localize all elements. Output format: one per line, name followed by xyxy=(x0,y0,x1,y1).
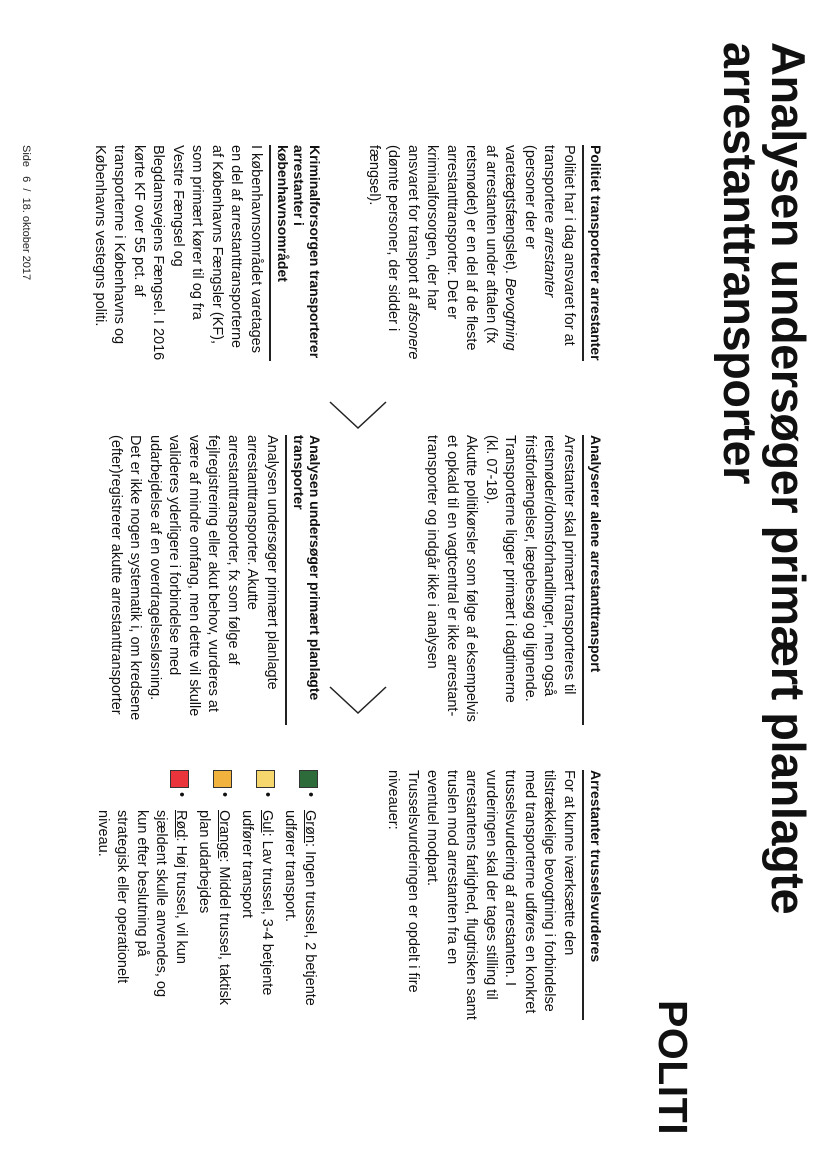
text-run: (personer der er varetægtsfængslet). xyxy=(502,145,538,278)
threat-text: : Middel trussel, taktisk plan udarbejdes xyxy=(196,810,232,1006)
section-text xyxy=(364,145,579,361)
page-title: Analysen undersøger primært planlagte arrestanttransporter xyxy=(714,42,815,915)
bullet-icon: • xyxy=(173,792,189,798)
bullet-icon: • xyxy=(216,792,232,798)
section-text xyxy=(422,435,578,725)
swatch-green xyxy=(299,770,318,788)
section-heading: Analysen undersøger primært planlagte transporter xyxy=(285,435,323,725)
section-text: I københavnsområdet varetages en del af arrestanttransporterne af Københavns Fængsler (KF), som primært kører til og fra Vestre Fængsel og Blegdamsvejens Fængsel. I 2016 kørte KF over 55 pct. af transporterne i Københavns og Københavns vestegns politi. xyxy=(92,145,264,361)
section-kriminalforsorgen xyxy=(90,145,324,361)
section-politiet xyxy=(364,145,605,361)
threat-level-orange xyxy=(194,770,233,1020)
paragraph: Arrestanter skal primært transporteres til retsmøder/domsforhandlinger, men også fristforlængelser, lægebesøg og lignende. Transporterne ligger primært i dagtimerne (kl. 07-18). xyxy=(483,435,577,703)
threat-text: : Ingen trussel, 2 betjente udfører transport. xyxy=(282,810,318,1006)
text-run: af arrestanten under aftalen (fx retsmødet) er en del af de fleste arrestanttransporter. Det er kriminalforsorgen, der har ansvaret for transport af xyxy=(405,145,499,351)
threat-label: Rød xyxy=(173,810,189,838)
text-run-italic: arrestanter xyxy=(541,227,558,298)
text-run-italic: afsonere xyxy=(405,302,421,360)
swatch-red xyxy=(170,770,189,788)
text-run: (dømte personer, der sidder i fængsel). xyxy=(366,145,402,332)
bullet-icon: • xyxy=(302,792,318,798)
footer-page-info: Side 6 / 18. oktober 2017 xyxy=(20,145,32,281)
threat-text: : Høj trussel, vil kun sjældent skulle anvendes, og kun efter beslutning på strategisk eller operationelt niveau. xyxy=(95,810,189,998)
threat-text: : Lav trussel, 3-4 betjente udfører transport xyxy=(239,810,275,996)
section-analyserer xyxy=(422,435,604,725)
text-run-italic: Bevogtning xyxy=(502,277,519,351)
politi-logo: POLITI xyxy=(650,1000,696,1136)
section-heading: Kriminalforsorgen transporterer arrestanter i københavnsområdet xyxy=(269,145,323,361)
section-heading: Analyserer alene arrestanttransport xyxy=(582,435,604,725)
threat-level-red xyxy=(93,770,191,1020)
bullet-icon: • xyxy=(259,792,275,798)
threat-label: Orange xyxy=(216,810,232,859)
swatch-orange xyxy=(213,770,232,788)
threat-level-green xyxy=(280,770,319,1020)
section-planlagte xyxy=(106,435,324,725)
section-text: Analysen undersøger primært planlagte arrestanttransporter. Akutte arrestanttransporter, fx som følge af fejlregistrering eller akut behov, vurderes at være af mindre omfang, men dette vil skulle valideres yderligere i forbindelse med udarbejdelse af en overdragelsesløsning. Det er ikke nogen systematik i, om kredsene (efter)registrerer akutte arrestanttransporter xyxy=(108,435,280,721)
threat-label: Grøn xyxy=(302,810,318,844)
arrow-right-icon xyxy=(328,685,388,715)
text-run: Politiet har i dag ansvaret for at transportere xyxy=(541,145,577,346)
paragraph: For at kunne iværksætte den tilstrækkelige bevogtning i forbindelse med transporterne udføres en konkret trusselsvurdering af arrestanten. I vurderingen skal der tages stilling til arrestantens farlighed, flugtrisken samt truslen mod arrestanten fra en eventuel modpart. Trusselsvurderingen er opdelt i fire niveauer: xyxy=(385,770,577,1020)
section-trusselsvurderes xyxy=(383,770,604,1020)
paragraph: Akutte politikørsler som følge af eksempelvis et opkald til en vagtcentral er ikke arrestant-transporter og indgår ikke i analysen xyxy=(424,435,480,722)
swatch-yellow xyxy=(256,770,275,788)
threat-list xyxy=(93,770,320,1020)
threat-levels xyxy=(89,770,324,1020)
arrow-right-icon xyxy=(328,400,388,430)
section-heading: Politiet transporterer arrestanter xyxy=(582,145,604,361)
threat-label: Gul xyxy=(259,810,275,833)
section-text xyxy=(383,770,578,1020)
threat-level-yellow xyxy=(237,770,276,1020)
section-heading: Arrestanter trusselsvurderes xyxy=(582,770,604,1020)
